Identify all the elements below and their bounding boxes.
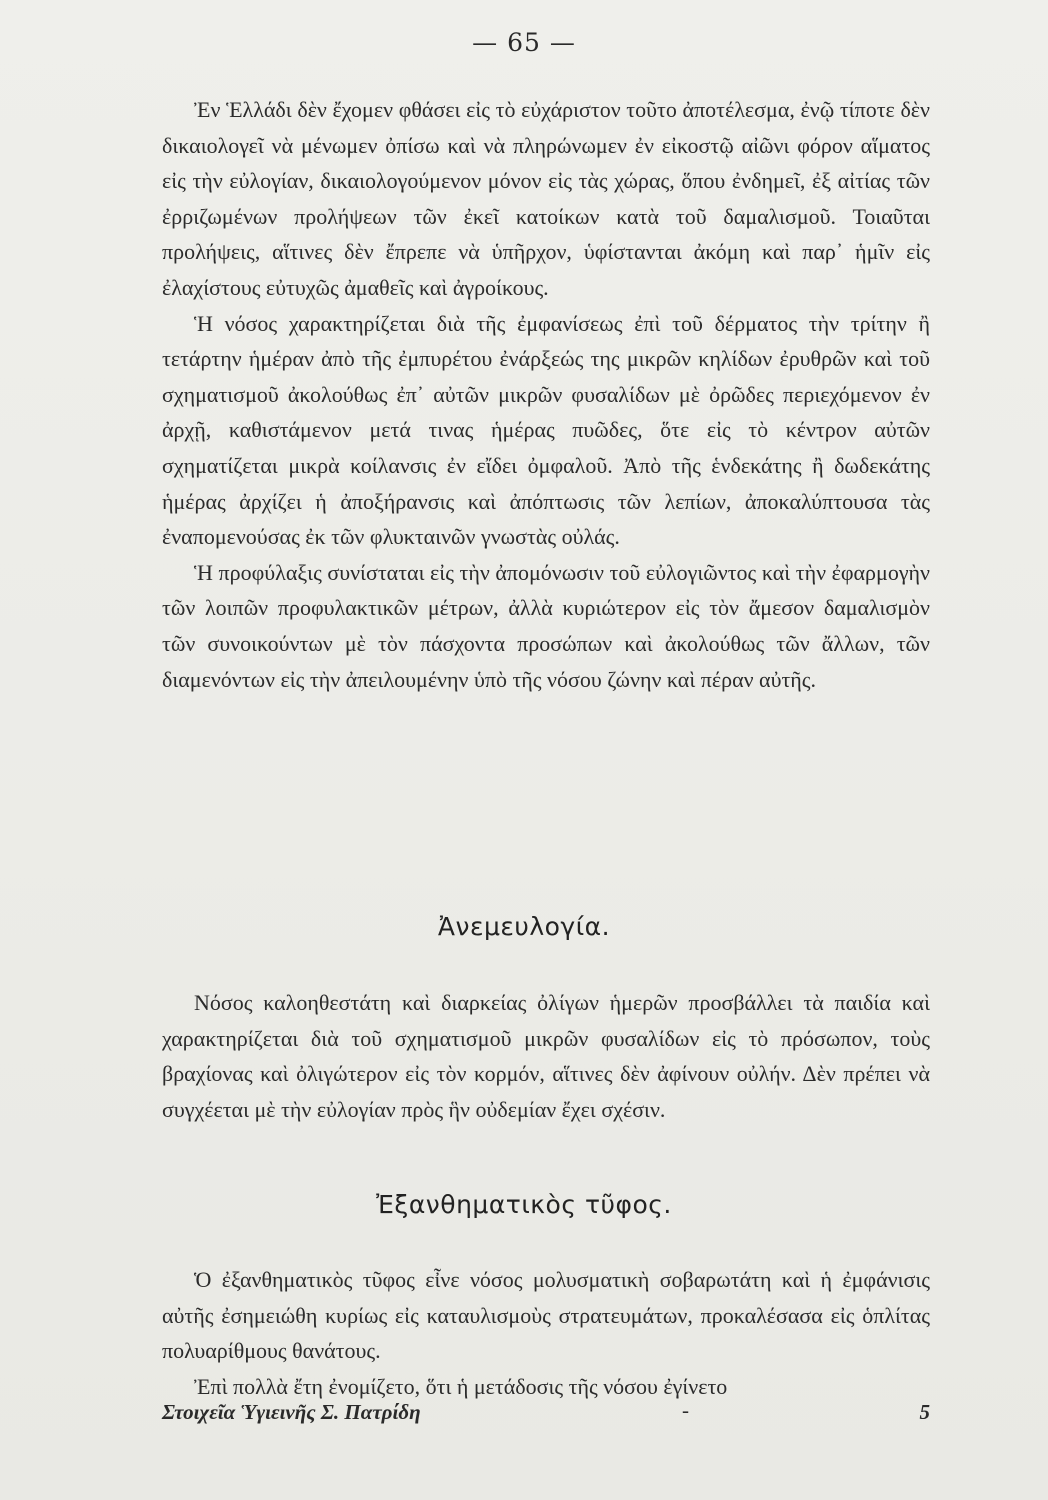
paragraph: Ἡ προφύλαξις συνίσταται εἰς τὴν ἀπομόνωσιν τοῦ εὐλογιῶντος καὶ τὴν ἐφαρμογὴν τῶν λοιπῶν προφυλακτικῶν μέτρων, ἀλλὰ κυριώτερον εἰς τὸν ἄμεσον δαμαλισμὸν τῶν συνοικούντων μὲ τὸν πάσχοντα προσώπων καὶ ἀκολούθως τῶν ἄλλων, τῶν διαμενόντων εἰς τὴν ἀπειλουμένην ὑπὸ τῆς νόσου ζώνην καὶ πέραν αὐτῆς. xyxy=(162,559,930,692)
paragraph: Ὁ ἐξανθηματικὸς τῦφος εἶνε νόσος μολυσματικὴ σοβαρωτάτη καὶ ἡ ἐμφάνισις αὐτῆς ἐσημειώθη κυρίως εἰς καταυλισμοὺς στρατευμάτων, προκαλέσασα εἰς ὁπλίτας πολυαρίθμους θανάτους. xyxy=(162,1267,930,1364)
paragraph: Νόσος καλοηθεστάτη καὶ διαρκείας ὀλίγων ἡμερῶν προσβάλλει τὰ παιδία καὶ χαρακτηρίζεται διὰ τοῦ σχηματισμοῦ μικρῶν φυσαλίδων εἰς τὸ πρόσωπον, τοὺς βραχίονας καὶ ὀλιγώτερον εἰς τὸν κορμόν, αἵτινες δὲν ἀφίνουν οὐλήν. Δὲν πρέπει νὰ συγχέεται μὲ τὴν εὐλογίαν πρὸς ἣν οὐδεμίαν ἔχει σχέσιν. xyxy=(162,990,930,1122)
section-title-anemeulogia: Ἀνεμευλογία. xyxy=(437,912,611,941)
intro-text xyxy=(162,92,930,697)
sheet-number: 5 xyxy=(919,1400,930,1424)
footer-dash: - xyxy=(682,1398,689,1422)
footer-signature: Στοιχεῖα Ὑγιεινῆς Σ. Πατρίδη xyxy=(162,1400,421,1424)
paragraph: Ἐπὶ πολλὰ ἔτη ἐνομίζετο, ὅτι ἡ μετάδοσις τῆς νόσου ἐγίνετο xyxy=(194,1373,728,1399)
section-body-anemeulogia xyxy=(162,985,930,1127)
page-number: — 65 — xyxy=(472,28,576,57)
footer xyxy=(162,1400,930,1425)
section-title-typhus: Ἐξανθηματικὸς τῦφος. xyxy=(376,1190,672,1219)
section-body-typhus xyxy=(162,1262,930,1404)
paragraph: Ἡ νόσος χαρακτηρίζεται διὰ τῆς ἐμφανίσεως ἐπὶ τοῦ δέρματος τὴν τρίτην ἢ τετάρτην ἡμέραν ἀπὸ τῆς ἐμπυρέτου ἐνάρξεώς της μικρῶν κηλίδων ἐρυθρῶν καὶ τοῦ σχηματισμοῦ ἀκολούθως ἐπ᾽ αὐτῶν μικρῶν φυσαλίδων μὲ ὀρῶδες περιεχόμενον ἐν ἀρχῇ, καθιστάμενον μετά τινας ἡμέρας πυῶδες, ὅτε εἰς τὸ κέντρον αὐτῶν σχηματίζεται μικρὰ κοίλανσις ἐν εἴδει ὀμφαλοῦ. Ἀπὸ τῆς ἑνδεκάτης ἢ δωδεκάτης ἡμέρας ἀρχίζει ἡ ἀποξήρανσις καὶ ἀπόπτωσις τῶν λεπίων, ἀποκαλύπτουσα τὰς ἐναπομενούσας ἐκ τῶν φλυκταινῶν γνωστὰς οὐλάς. xyxy=(162,310,930,550)
paragraph: Ἐν Ἑλλάδι δὲν ἔχομεν φθάσει εἰς τὸ εὐχάριστον τοῦτο ἀποτέλεσμα, ἐνῷ τίποτε δὲν δικαιολογεῖ νὰ μένωμεν ὀπίσω καὶ νὰ πληρώνωμεν ἐν εἰκοστῷ αἰῶνι φόρον αἵματος εἰς τὴν εὐλογίαν, δικαιολογούμενον μόνον εἰς τὰς χώρας, ὅπου ἐνδημεῖ, ἐξ αἰτίας τῶν ἐρριζωμένων προλήψεων τῶν ἐκεῖ κατοίκων κατὰ τοῦ δαμαλισμοῦ. Τοιαῦται προλήψεις, αἵτινες δὲν ἔπρεπε νὰ ὑπῆρχον, ὑφίστανται ἀκόμη καὶ παρ᾽ ἡμῖν εἰς ἐλαχίστους εὐτυχῶς ἀμαθεῖς καὶ ἀγροίκους. xyxy=(162,97,930,300)
